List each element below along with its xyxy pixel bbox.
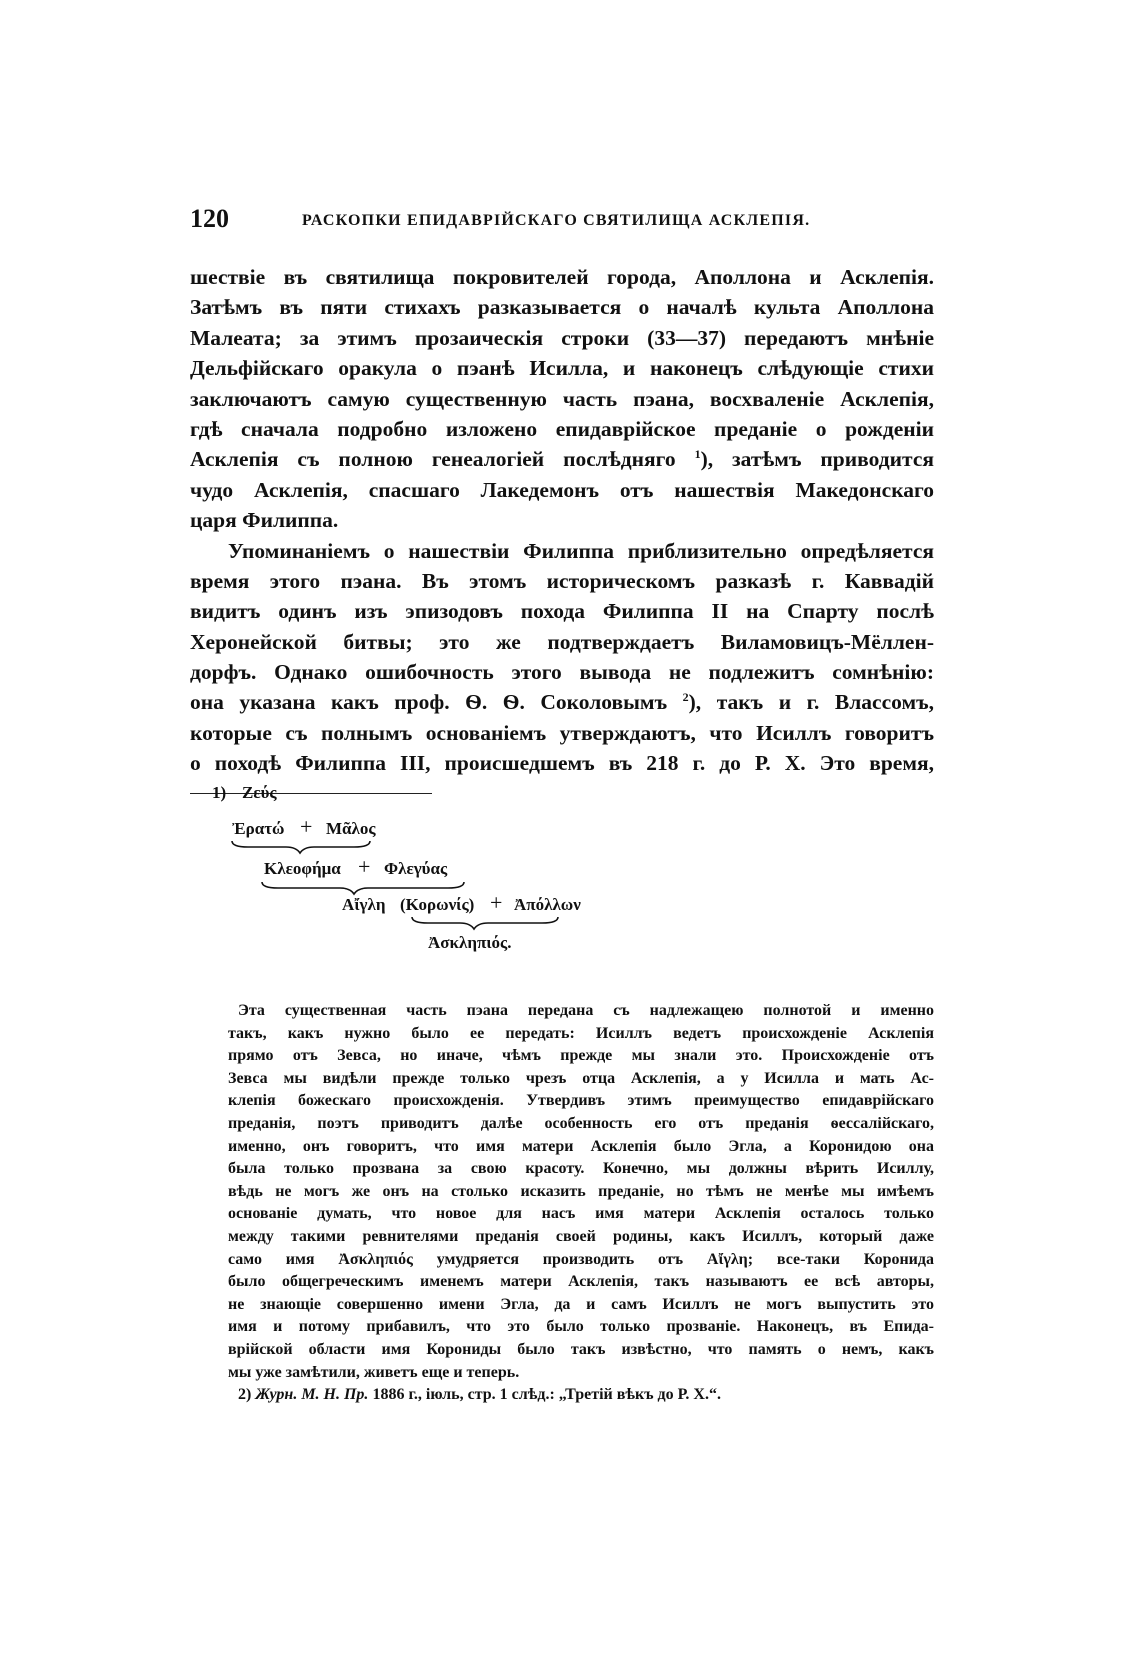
footnote-line: такъ, какъ нужно было ее передать: Исиллъ ведетъ происхожденіе Асклепія xyxy=(228,1024,934,1042)
body-line: Затѣмъ въ пяти стихахъ разказывается о началѣ культа Аполлона xyxy=(190,295,934,320)
footnote-line: имя и потому прибавилъ, что это было только прозваніе. Наконецъ, въ Епида- xyxy=(228,1318,934,1336)
footnote-line: была только прозвана за свою красоту. Конечно, мы должны вѣрить Исиллу, xyxy=(228,1160,934,1178)
footnote-2-journal: Журн. М. Н. Пр. xyxy=(255,1386,369,1404)
body-line-text: она указана какъ проф. Ѳ. Ѳ. Соколовымъ xyxy=(190,690,668,715)
body-line: о походѣ Филиппа III, происшедшемъ въ 218 г. до Р. Х. Это время, xyxy=(190,751,934,776)
footnote-line: врійской области имя Корониды было такъ извѣстно, что память о немъ, какъ xyxy=(228,1340,934,1358)
footnote-line: было общегреческимъ именемъ матери Асклепія, такъ называютъ ее всѣ авторы, xyxy=(228,1273,934,1291)
footnote-line: не знающіе совершенно имени Эгла, да и самъ Исиллъ не могъ выпустить это xyxy=(228,1295,934,1313)
body-line: время этого пэана. Въ этомъ историческомъ разказѣ г. Каввадій xyxy=(190,568,934,593)
footnote-block xyxy=(228,1000,934,1407)
footnote-line: между такими ревнителями преданія своей родины, какъ Исиллъ, который даже xyxy=(228,1227,934,1245)
footnote-line: само имя Ἀσκληπιός умудряется производить отъ Αἴγλη; все-таки Коронида xyxy=(228,1250,934,1268)
name-kleophema: Κλεοφήμα xyxy=(264,859,341,878)
plus-sign: + xyxy=(490,890,503,915)
footnote-line: Эта существенная часть пэана передана съ надлежащею полнотой и именно xyxy=(238,1002,934,1019)
body-line: Упоминаніемъ о нашествіи Филиппа приблизительно опредѣляется xyxy=(228,538,934,563)
footnote-line: Зевса мы видѣли прежде только чрезъ отца Асклепія, а у Исилла и мать Ас- xyxy=(228,1069,934,1087)
footnote-line: вѣдь не могъ же онъ на столько исказить преданіе, но тѣмъ не менѣе мы имѣемъ xyxy=(228,1182,934,1200)
body-line: чудо Асклепія, спасшаго Лакедемонъ отъ нашествія Македонскаго xyxy=(190,477,934,502)
name-phlegyas: Φλεγύας xyxy=(384,859,448,878)
footnote-line: именно, онъ говоритъ, что имя матери Асклепія было Эгла, а Коронидою она xyxy=(228,1137,934,1155)
name-aigle: Αἴγλη xyxy=(342,895,386,914)
body-line: Малеата; за этимъ прозаическія строки (33—37) передаютъ мнѣніе xyxy=(190,325,934,350)
name-asklepios: Ἀσκληπιός. xyxy=(428,933,512,952)
body-line-with-ref xyxy=(190,444,934,474)
page-number: 120 xyxy=(190,204,229,233)
footnote-2 xyxy=(228,1384,934,1407)
footnote-line: клепія божескаго происхожденія. Утвердивъ этимъ преимущество епидаврійскаго xyxy=(228,1092,934,1110)
name-apollon: Ἀπόλλων xyxy=(514,895,581,914)
body-line: дорфъ. Однако ошибочность этого вывода не подлежитъ сомнѣнію: xyxy=(190,660,934,685)
footnote-line: мы уже замѣтили, живетъ еще и теперь. xyxy=(228,1363,520,1381)
running-title: РАСКОПКИ ЕПИДАВРІЙСКАГО СВЯТИЛИЩА АСКЛЕПІЯ. xyxy=(302,212,811,229)
body-line: гдѣ сначала подробно изложено епидаврійское преданіе о рожденіи xyxy=(190,416,934,441)
genealogy-diagram xyxy=(212,783,748,975)
footnote-line: преданія, поэтъ приводитъ далѣе особенность его отъ преданія ѳессалійскаго, xyxy=(228,1114,934,1132)
body-line-tail: ), затѣмъ приводится xyxy=(700,447,934,472)
body-line: царя Филиппа. xyxy=(190,508,339,533)
body-line-with-ref xyxy=(190,687,934,717)
genealogy-note-marker: 1) xyxy=(212,783,227,802)
footnote-2-marker: 2) xyxy=(238,1386,252,1404)
body-line-text: Асклепія съ полною генеалогіей послѣдняго xyxy=(190,447,676,472)
footnote-ref-2: 2 xyxy=(682,690,689,705)
footnote-line: прямо отъ Зевса, но иначе, чѣмъ прежде мы знали это. Происхожденіе отъ xyxy=(228,1047,934,1065)
footnote-line: основаніе думать, что новое для насъ имя матери Асклепія осталось только xyxy=(228,1205,934,1223)
body-line: Херонейской битвы; это же подтверждаетъ Виламовицъ-Мёллен- xyxy=(190,629,934,654)
bracket-erato-malos xyxy=(232,841,370,853)
name-malos: Μᾶλος xyxy=(326,819,376,838)
name-erato: Ἐρατώ xyxy=(232,819,285,838)
bracket-koronis-apollon xyxy=(412,917,558,929)
body-line: которые съ полнымъ основаніемъ утверждаютъ, что Исиллъ говоритъ xyxy=(190,720,934,745)
body-line: заключаютъ самую существенную часть пэана, восхваленіе Асклепія, xyxy=(190,386,934,411)
footnote-separator xyxy=(190,793,432,794)
body-line-tail: ), такъ и г. Влассомъ, xyxy=(688,690,935,715)
plus-sign: + xyxy=(358,854,371,879)
footnote-2-text: 1886 г., іюль, стр. 1 слѣд.: „Третій вѣкъ до Р. Х.“. xyxy=(372,1386,721,1404)
body-line: Дельфійскаго оракула о пэанѣ Исилла, и наконецъ слѣдующіе стихи xyxy=(190,356,934,381)
footnote-ref-1: 1 xyxy=(694,447,701,462)
page-header xyxy=(190,204,934,240)
body-line: шествіе въ святилища покровителей города, Аполлона и Асклепія. xyxy=(190,265,934,289)
name-koronis: (Κορωνίς) xyxy=(400,895,475,914)
bracket-kleophema-phlegyas xyxy=(262,882,464,894)
body-line: видитъ одинъ изъ эпизодовъ похода Филиппа II на Спарту послѣ xyxy=(190,599,934,624)
main-text xyxy=(190,262,934,779)
name-zeus: Ζεύς xyxy=(242,783,277,802)
plus-sign: + xyxy=(300,814,313,839)
